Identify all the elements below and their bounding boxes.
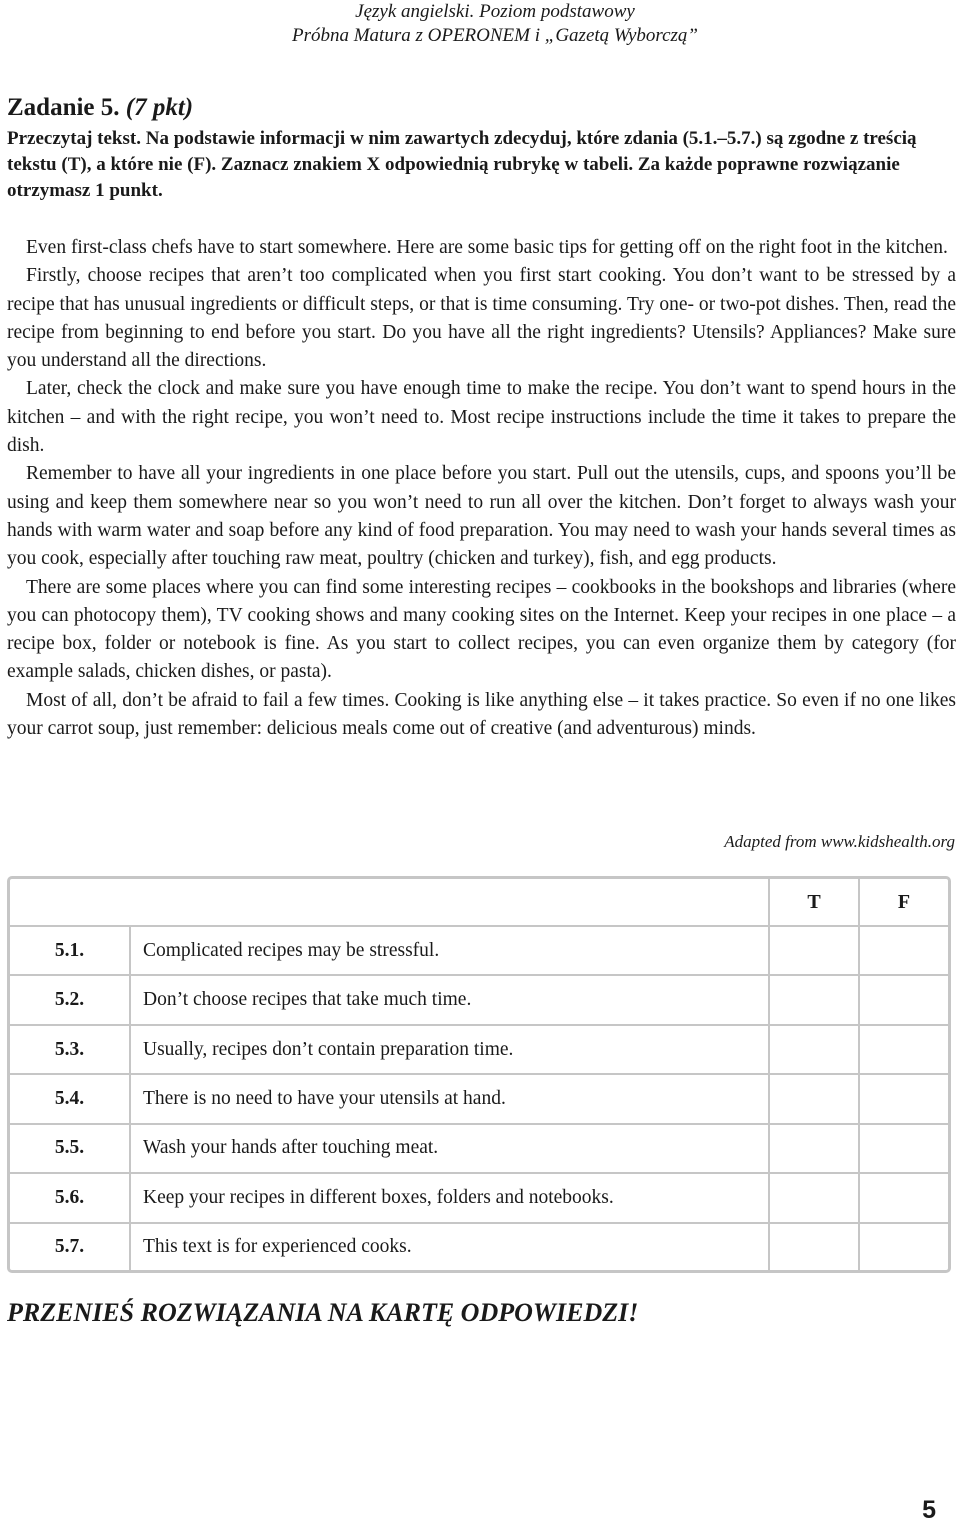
header-exam-name: Próbna Matura z OPERONEM i „Gazetą Wyborczą” bbox=[291, 25, 699, 46]
true-false-table bbox=[7, 876, 951, 1273]
answer-box-false[interactable] bbox=[859, 1074, 948, 1123]
statement-number: 5.4. bbox=[10, 1074, 130, 1123]
statement-number: 5.1. bbox=[10, 926, 130, 975]
table-row bbox=[10, 926, 948, 975]
statement-number: 5.2. bbox=[10, 975, 130, 1024]
table-row bbox=[10, 1223, 948, 1270]
answer-box-true[interactable] bbox=[769, 975, 859, 1024]
answer-box-false[interactable] bbox=[859, 1173, 948, 1222]
answer-box-true[interactable] bbox=[769, 1223, 859, 1270]
statement-text: Wash your hands after touching meat. bbox=[130, 1124, 769, 1173]
text-paragraph: Later, check the clock and make sure you have enough time to make the recipe. You don’t want to spend hours in the kitchen – and with the right recipe, you won’t need to. Most recipe instructions include the time it takes to prepare the dish. bbox=[7, 378, 956, 457]
reading-text bbox=[7, 234, 956, 743]
statement-text: Don’t choose recipes that take much time. bbox=[130, 975, 769, 1024]
table-row bbox=[10, 1074, 948, 1123]
text-paragraph: Remember to have all your ingredients in one place before you start. Pull out the utensils, cups, and spoons you’ll be using and keep them somewhere near so you won’t need to run all over the kitchen. Don’t forget to always wash your hands with warm water and soap before any kind of food preparation. You may need to wash your hands several times as you cook, especially after touching raw meat, poultry (chicken and turkey), fish, and egg products. bbox=[7, 463, 956, 570]
statement-number: 5.3. bbox=[10, 1025, 130, 1074]
answer-box-false[interactable] bbox=[859, 1124, 948, 1173]
page-number: 5 bbox=[922, 1496, 936, 1524]
task-block bbox=[7, 92, 953, 204]
task-title-text: Zadanie 5. bbox=[7, 94, 120, 121]
column-header-false: F bbox=[859, 879, 948, 926]
answer-box-true[interactable] bbox=[769, 1074, 859, 1123]
statement-number: 5.5. bbox=[10, 1124, 130, 1173]
table-row bbox=[10, 1124, 948, 1173]
table-header-row bbox=[10, 879, 948, 926]
column-header-true: T bbox=[769, 879, 859, 926]
page-header bbox=[0, 0, 960, 48]
task-instructions: Przeczytaj tekst. Na podstawie informacji w nim zawartych zdecyduj, które zdania (5.1.–5.7.) są zgodne z treścią tekstu (T), a które nie (F). Zaznacz znakiem X odpowiednią rubrykę w tabeli. Za każde poprawne rozwiązanie otrzymasz 1 punkt. bbox=[7, 128, 917, 201]
text-paragraph: Most of all, don’t be afraid to fail a few times. Cooking is like anything else – it takes practice. So even if no one likes your carrot soup, just remember: delicious meals come out of creative (and adventurous) minds. bbox=[7, 689, 956, 740]
statement-number: 5.7. bbox=[10, 1223, 130, 1270]
answer-box-false[interactable] bbox=[859, 1223, 948, 1270]
answer-box-true[interactable] bbox=[769, 1025, 859, 1074]
table-row bbox=[10, 1173, 948, 1222]
answer-box-false[interactable] bbox=[859, 926, 948, 975]
task-title bbox=[7, 92, 953, 124]
table-row bbox=[10, 1025, 948, 1074]
statement-text: Keep your recipes in different boxes, folders and notebooks. bbox=[130, 1173, 769, 1222]
statement-text: There is no need to have your utensils at hand. bbox=[130, 1074, 769, 1123]
statement-text: Usually, recipes don’t contain preparation time. bbox=[130, 1025, 769, 1074]
answer-box-true[interactable] bbox=[769, 1124, 859, 1173]
statement-text: Complicated recipes may be stressful. bbox=[130, 926, 769, 975]
answer-box-true[interactable] bbox=[769, 926, 859, 975]
table-row bbox=[10, 975, 948, 1024]
text-paragraph: Firstly, choose recipes that aren’t too complicated when you first start cooking. You don’t want to be stressed by a recipe that has unusual ingredients or difficult steps, or that is time consuming. Try one- or two-pot dishes. Then, read the recipe from beginning to end before you start. Do you have all the right ingredients? Utensils? Appliances? Make sure you understand all the directions. bbox=[7, 265, 956, 372]
text-paragraph: Even first-class chefs have to start somewhere. Here are some basic tips for getting off on the right foot in the kitchen. bbox=[26, 237, 948, 258]
header-subject: Język angielski. Poziom podstawowy bbox=[355, 1, 635, 22]
transfer-instruction: PRZENIEŚ ROZWIĄZANIA NA KARTĘ ODPOWIEDZI! bbox=[7, 1298, 639, 1327]
answer-box-false[interactable] bbox=[859, 975, 948, 1024]
text-source: Adapted from www.kidshealth.org bbox=[724, 832, 955, 851]
statement-number: 5.6. bbox=[10, 1173, 130, 1222]
answer-box-false[interactable] bbox=[859, 1025, 948, 1074]
text-paragraph: There are some places where you can find some interesting recipes – cookbooks in the bookshops and libraries (where you can photocopy them), TV cooking shows and many cooking sites on the Internet. Keep your recipes in one place – a recipe box, folder or notebook is fine. As you start to collect recipes, you can even organize them by category (for example salads, chicken dishes, or pasta). bbox=[7, 576, 956, 683]
answer-grid bbox=[10, 879, 948, 1270]
answer-box-true[interactable] bbox=[769, 1173, 859, 1222]
task-points: (7 pkt) bbox=[125, 94, 194, 121]
statement-text: This text is for experienced cooks. bbox=[130, 1223, 769, 1270]
header-blank-cell bbox=[10, 879, 769, 926]
